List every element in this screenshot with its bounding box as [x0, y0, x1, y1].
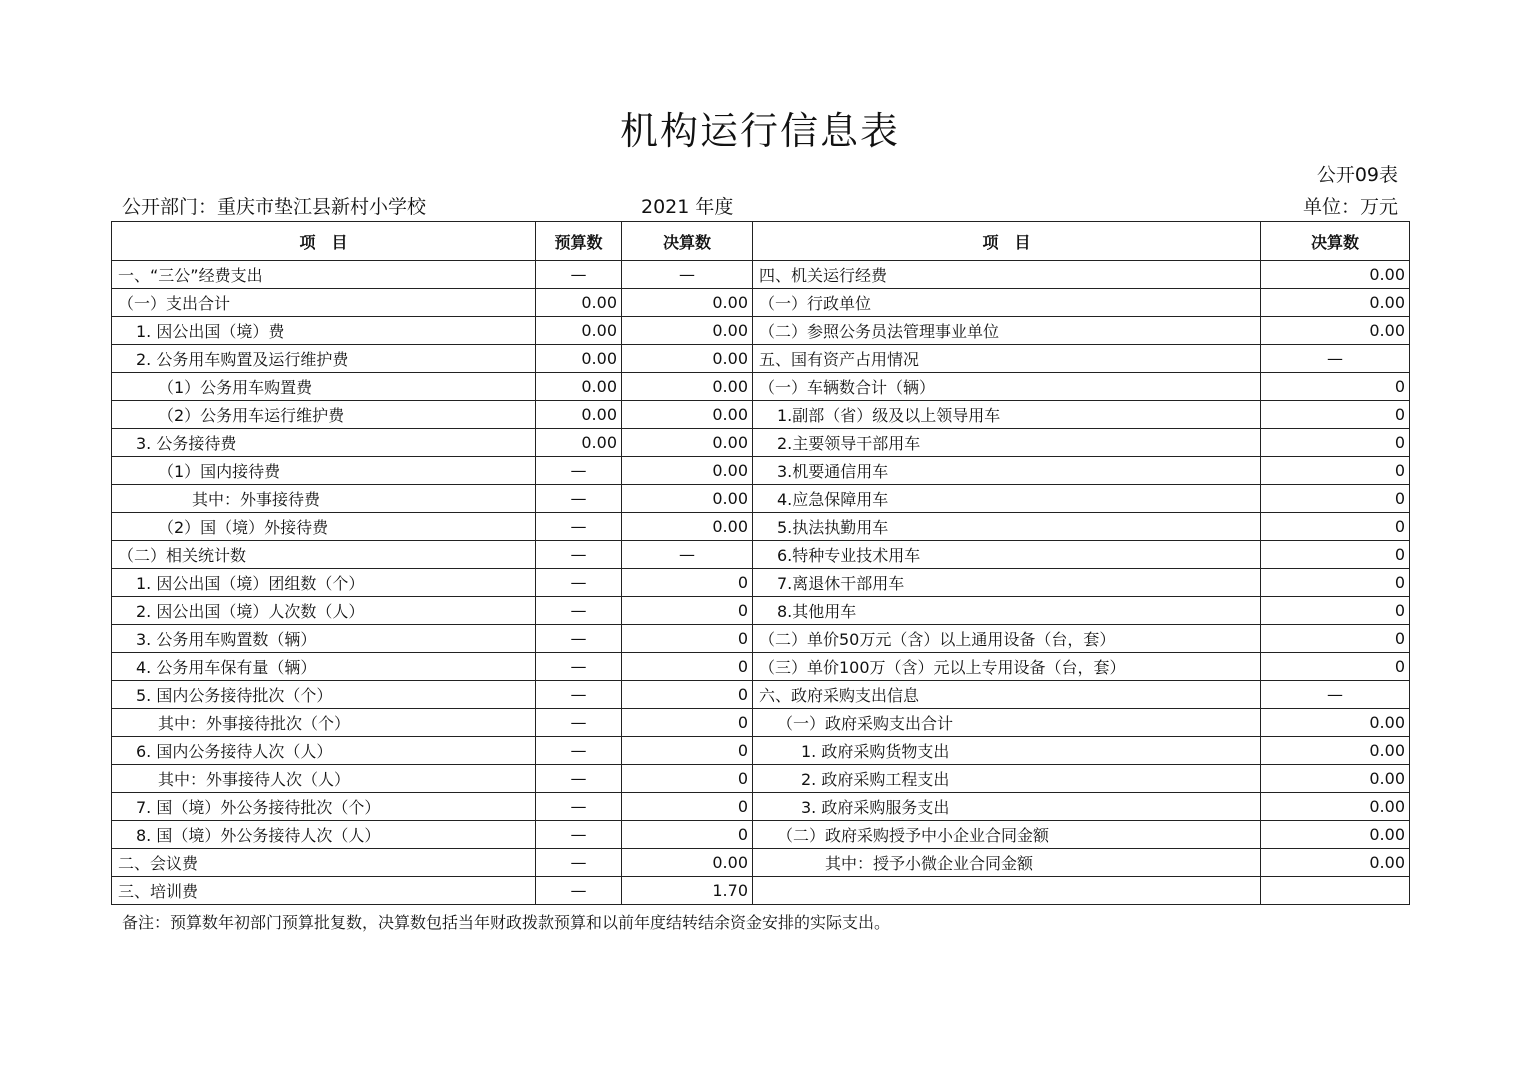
right-row-label: 1.副部（省）级及以上领导用车: [753, 401, 1261, 429]
right-final-cell: 0: [1261, 401, 1410, 429]
budget-cell: —: [536, 849, 622, 877]
table-row: [112, 877, 1410, 905]
row-label: 3. 公务用车购置数（辆）: [112, 625, 536, 653]
budget-cell: 0.00: [536, 317, 622, 345]
final-cell: 0: [622, 709, 753, 737]
table-row: [112, 653, 1410, 681]
row-label: 其中：外事接待批次（个）: [112, 709, 536, 737]
row-label: 一、“三公”经费支出: [112, 261, 536, 289]
right-final-cell: 0: [1261, 625, 1410, 653]
final-cell: 0: [622, 737, 753, 765]
right-row-label: （三）单价100万（含）元以上专用设备（台，套）: [753, 653, 1261, 681]
table-header-row: [112, 222, 1410, 261]
final-cell: 0: [622, 597, 753, 625]
row-label: 三、培训费: [112, 877, 536, 905]
budget-cell: —: [536, 821, 622, 849]
table-row: [112, 373, 1410, 401]
right-row-label: 其中：授予小微企业合同金额: [753, 849, 1261, 877]
right-row-label: （一）政府采购支出合计: [753, 709, 1261, 737]
col-header-budget: 预算数: [536, 222, 622, 261]
budget-cell: —: [536, 877, 622, 905]
budget-cell: 0.00: [536, 289, 622, 317]
right-row-label: 2. 政府采购工程支出: [753, 765, 1261, 793]
final-cell: 0: [622, 765, 753, 793]
right-row-label: 1. 政府采购货物支出: [753, 737, 1261, 765]
final-cell: 0.00: [622, 429, 753, 457]
table-row: [112, 457, 1410, 485]
form-number: 公开09表: [1316, 164, 1398, 186]
right-row-label: 四、机关运行经费: [753, 261, 1261, 289]
right-final-cell: 0.00: [1261, 765, 1410, 793]
budget-cell: —: [536, 485, 622, 513]
right-final-cell: 0: [1261, 513, 1410, 541]
department-label: 公开部门：重庆市垫江县新村小学校: [122, 196, 427, 218]
right-row-label: 5.执法执勤用车: [753, 513, 1261, 541]
budget-cell: 0.00: [536, 429, 622, 457]
final-cell: 0: [622, 793, 753, 821]
table-row: [112, 401, 1410, 429]
right-final-cell: 0: [1261, 373, 1410, 401]
right-final-cell: [1261, 877, 1410, 905]
final-cell: 0: [622, 821, 753, 849]
right-row-label: （一）行政单位: [753, 289, 1261, 317]
budget-cell: —: [536, 513, 622, 541]
budget-cell: 0.00: [536, 401, 622, 429]
table-row: [112, 317, 1410, 345]
final-cell: 0: [622, 569, 753, 597]
row-label: 其中：外事接待费: [112, 485, 536, 513]
row-label: （1）公务用车购置费: [112, 373, 536, 401]
right-final-cell: 0.00: [1261, 709, 1410, 737]
final-cell: 0.00: [622, 849, 753, 877]
right-final-cell: 0.00: [1261, 849, 1410, 877]
budget-cell: —: [536, 597, 622, 625]
right-row-label: （一）车辆数合计（辆）: [753, 373, 1261, 401]
final-cell: 0.00: [622, 345, 753, 373]
budget-cell: —: [536, 457, 622, 485]
row-label: 其中：外事接待人次（人）: [112, 765, 536, 793]
table-row: [112, 429, 1410, 457]
row-label: 4. 公务用车保有量（辆）: [112, 653, 536, 681]
table-row: [112, 821, 1410, 849]
table-row: [112, 513, 1410, 541]
right-row-label: 六、政府采购支出信息: [753, 681, 1261, 709]
row-label: 2. 公务用车购置及运行维护费: [112, 345, 536, 373]
table-row: [112, 541, 1410, 569]
row-label: 二、会议费: [112, 849, 536, 877]
final-cell: 0.00: [622, 289, 753, 317]
budget-cell: —: [536, 653, 622, 681]
right-row-label: [753, 877, 1261, 905]
right-final-cell: 0: [1261, 429, 1410, 457]
table-row: [112, 681, 1410, 709]
right-final-cell: 0.00: [1261, 793, 1410, 821]
right-row-label: （二）参照公务员法管理事业单位: [753, 317, 1261, 345]
budget-cell: —: [536, 737, 622, 765]
table-row: [112, 261, 1410, 289]
table-row: [112, 569, 1410, 597]
budget-cell: —: [536, 793, 622, 821]
right-row-label: 3. 政府采购服务支出: [753, 793, 1261, 821]
right-final-cell: —: [1261, 681, 1410, 709]
row-label: （2）公务用车运行维护费: [112, 401, 536, 429]
table-row: [112, 597, 1410, 625]
budget-cell: —: [536, 709, 622, 737]
right-final-cell: 0.00: [1261, 821, 1410, 849]
right-final-cell: —: [1261, 345, 1410, 373]
page-title: 机构运行信息表: [619, 109, 900, 153]
budget-cell: 0.00: [536, 345, 622, 373]
budget-cell: 0.00: [536, 373, 622, 401]
table-row: [112, 345, 1410, 373]
table-row: [112, 289, 1410, 317]
table-row: [112, 485, 1410, 513]
right-row-label: （二）单价50万元（含）以上通用设备（台，套）: [753, 625, 1261, 653]
right-row-label: 2.主要领导干部用车: [753, 429, 1261, 457]
right-final-cell: 0: [1261, 653, 1410, 681]
final-cell: 0: [622, 681, 753, 709]
final-cell: 0.00: [622, 317, 753, 345]
right-final-cell: 0: [1261, 457, 1410, 485]
budget-cell: —: [536, 541, 622, 569]
final-cell: 0.00: [622, 401, 753, 429]
row-label: 6. 国内公务接待人次（人）: [112, 737, 536, 765]
row-label: 5. 国内公务接待批次（个）: [112, 681, 536, 709]
row-label: （二）相关统计数: [112, 541, 536, 569]
col-header-final: 决算数: [622, 222, 753, 261]
row-label: （一）支出合计: [112, 289, 536, 317]
row-label: 3. 公务接待费: [112, 429, 536, 457]
col-header-final-right: 决算数: [1261, 222, 1410, 261]
row-label: 8. 国（境）外公务接待人次（人）: [112, 821, 536, 849]
final-cell: 0: [622, 625, 753, 653]
budget-cell: —: [536, 261, 622, 289]
right-final-cell: 0: [1261, 597, 1410, 625]
right-row-label: （二）政府采购授予中小企业合同金额: [753, 821, 1261, 849]
right-row-label: 8.其他用车: [753, 597, 1261, 625]
row-label: 7. 国（境）外公务接待批次（个）: [112, 793, 536, 821]
row-label: 1. 因公出国（境）费: [112, 317, 536, 345]
table-row: [112, 793, 1410, 821]
row-label: 2. 因公出国（境）人次数（人）: [112, 597, 536, 625]
final-cell: —: [622, 541, 753, 569]
right-row-label: 7.离退休干部用车: [753, 569, 1261, 597]
final-cell: 0.00: [622, 457, 753, 485]
right-final-cell: 0: [1261, 541, 1410, 569]
col-header-item-right: 项 目: [753, 222, 1261, 261]
budget-cell: —: [536, 569, 622, 597]
final-cell: —: [622, 261, 753, 289]
row-label: （2）国（境）外接待费: [112, 513, 536, 541]
budget-cell: —: [536, 625, 622, 653]
table-row: [112, 709, 1410, 737]
final-cell: 0.00: [622, 485, 753, 513]
budget-cell: —: [536, 681, 622, 709]
right-final-cell: 0: [1261, 485, 1410, 513]
table-row: [112, 737, 1410, 765]
row-label: （1）国内接待费: [112, 457, 536, 485]
right-row-label: 6.特种专业技术用车: [753, 541, 1261, 569]
right-row-label: 4.应急保障用车: [753, 485, 1261, 513]
right-final-cell: 0: [1261, 569, 1410, 597]
row-label: 1. 因公出国（境）团组数（个）: [112, 569, 536, 597]
right-final-cell: 0.00: [1261, 317, 1410, 345]
right-final-cell: 0.00: [1261, 289, 1410, 317]
right-row-label: 3.机要通信用车: [753, 457, 1261, 485]
unit-label: 单位：万元: [1302, 196, 1398, 218]
final-cell: 0: [622, 653, 753, 681]
footnote: 备注：预算数年初部门预算批复数，决算数包括当年财政拨款预算和以前年度结转结余资金安排的实际支出。: [122, 913, 891, 932]
col-header-item: 项 目: [112, 222, 536, 261]
budget-cell: —: [536, 765, 622, 793]
right-final-cell: 0.00: [1261, 737, 1410, 765]
final-cell: 1.70: [622, 877, 753, 905]
table-row: [112, 765, 1410, 793]
fiscal-year: 2021 年度: [641, 196, 734, 218]
table-row: [112, 849, 1410, 877]
final-cell: 0.00: [622, 373, 753, 401]
final-cell: 0.00: [622, 513, 753, 541]
right-row-label: 五、国有资产占用情况: [753, 345, 1261, 373]
info-table: [111, 221, 1410, 905]
table-row: [112, 625, 1410, 653]
right-final-cell: 0.00: [1261, 261, 1410, 289]
